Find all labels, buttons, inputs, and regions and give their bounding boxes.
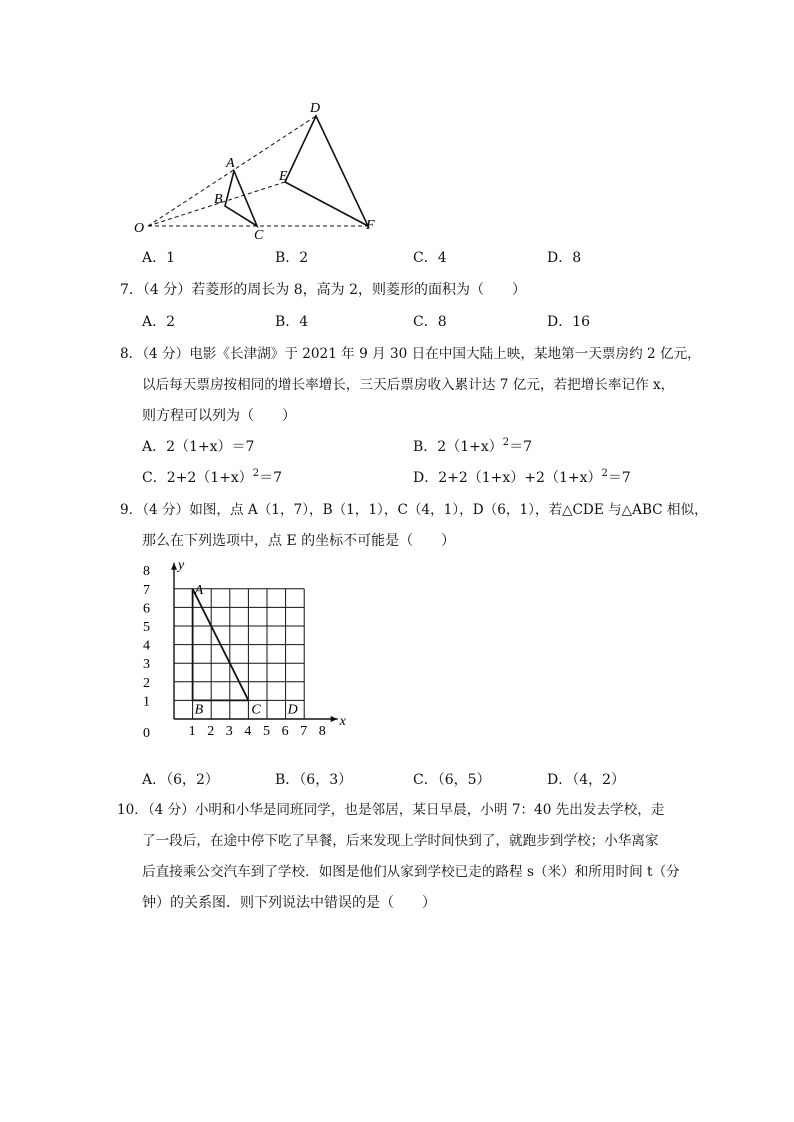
q9-stem-line2: 那么在下列选项中，点 E 的坐标不可能是（ ） bbox=[142, 533, 456, 549]
q9-option-b: B．（6，3） bbox=[275, 772, 353, 788]
y-axis-label: y bbox=[178, 557, 185, 573]
q10-stem-line3: 后直接乘公交汽车到了学校．如图是他们从家到学校已走的路程 s（米）和所用时间 t（分 bbox=[142, 864, 680, 880]
point-label-a: A bbox=[226, 156, 235, 171]
q8-stem-line1: 8．（4 分）电影《长津湖》于 2021 年 9 月 30 日在中国大陆上映，某地第一天票房约 2 亿元， bbox=[120, 346, 701, 362]
x-tick-label: 5 bbox=[263, 724, 270, 739]
q9-stem-line1: 9．（4 分）如图，点 A（1，7），B（1，1），C（4，1），D（6，1），若△CDE 与△ABC 相似， bbox=[120, 502, 708, 518]
y-tick-label: 4 bbox=[143, 638, 150, 654]
point-label-a: A bbox=[194, 582, 204, 598]
point-label-e: E bbox=[279, 169, 288, 184]
x-axis-arrow bbox=[331, 716, 338, 722]
point-label-b: B bbox=[214, 192, 223, 207]
q10-stem-line1: 10．（4 分）小明和小华是同班同学，也是邻居，某日早晨，小明 7：40 先出发去学校，走 bbox=[117, 802, 665, 818]
q8-option-b: B．$2(1+x)^2=7$ bbox=[413, 437, 533, 455]
point-label-c: C bbox=[254, 228, 264, 243]
triangle-def bbox=[285, 116, 368, 226]
point-label-o: O bbox=[134, 221, 145, 236]
x-tick-label: 4 bbox=[244, 724, 252, 739]
x-tick-label: 6 bbox=[281, 724, 289, 739]
x-tick-label: 8 bbox=[318, 724, 326, 739]
q6-option-d: D．8 bbox=[547, 250, 582, 266]
q8-option-a: A．2（1+x）＝7 bbox=[142, 439, 255, 455]
y-tick-label: 3 bbox=[143, 657, 150, 673]
q9-option-c: C．（6，5） bbox=[413, 772, 491, 788]
q7-option-b: B．4 bbox=[275, 314, 309, 330]
coordinate-grid-figure bbox=[136, 557, 346, 762]
point-label-d: D bbox=[310, 101, 321, 116]
q8-stem-line2: 以后每天票房按相同的增长率增长，三天后票房收入累计达 7 亿元，若把增长率记作 x， bbox=[142, 377, 675, 393]
triangle-abc bbox=[225, 171, 257, 226]
y-tick-label: 6 bbox=[143, 601, 150, 617]
point-label-c: C bbox=[251, 702, 261, 718]
q7-stem: 7．（4 分）若菱形的周长为 8，高为 2，则菱形的面积为（ ） bbox=[120, 282, 526, 298]
q8-option-d: D．$2+2(1+x)+2(1+x)^2=7$ bbox=[413, 468, 631, 486]
x-tick-label: 7 bbox=[300, 724, 308, 739]
q10-stem-line2: 了一段后，在途中停下吃了早餐，后来发现上学时间快到了，就跑步到学校；小华离家 bbox=[142, 833, 659, 849]
q10-stem-line4: 钟）的关系图．则下列说法中错误的是（ ） bbox=[142, 895, 436, 911]
q9-option-d: D．（4，2） bbox=[547, 772, 626, 788]
q6-option-b: B．2 bbox=[275, 250, 309, 266]
y-tick-label: 8 bbox=[143, 564, 150, 580]
q7-option-c: C．8 bbox=[413, 314, 447, 330]
q9-option-a: A．（6，2） bbox=[142, 772, 219, 788]
similar-triangles-figure bbox=[130, 96, 390, 246]
point-label-d: D bbox=[287, 702, 298, 718]
y-tick-label: 5 bbox=[143, 620, 150, 635]
x-tick-label: 3 bbox=[225, 724, 233, 739]
x-tick-label: 1 bbox=[188, 724, 196, 739]
x-axis-label: x bbox=[339, 714, 346, 729]
x-tick-label: 2 bbox=[207, 724, 215, 739]
y-axis-arrow bbox=[171, 563, 177, 570]
point-label-b: B bbox=[194, 702, 204, 718]
origin-label: 0 bbox=[143, 726, 150, 741]
q7-option-d: D．16 bbox=[547, 314, 591, 330]
y-tick-label: 7 bbox=[143, 582, 150, 598]
y-tick-label: 1 bbox=[143, 694, 150, 710]
q7-option-a: A．2 bbox=[142, 314, 176, 330]
q6-option-a: A．1 bbox=[142, 250, 176, 266]
y-tick-label: 2 bbox=[143, 675, 150, 691]
q8-option-c: C．$2+2(1+x)^2=7$ bbox=[142, 468, 283, 486]
point-label-f: F bbox=[366, 218, 375, 233]
q6-option-c: C．4 bbox=[413, 250, 447, 266]
q8-stem-line3: 则方程可以列为（ ） bbox=[142, 408, 296, 424]
